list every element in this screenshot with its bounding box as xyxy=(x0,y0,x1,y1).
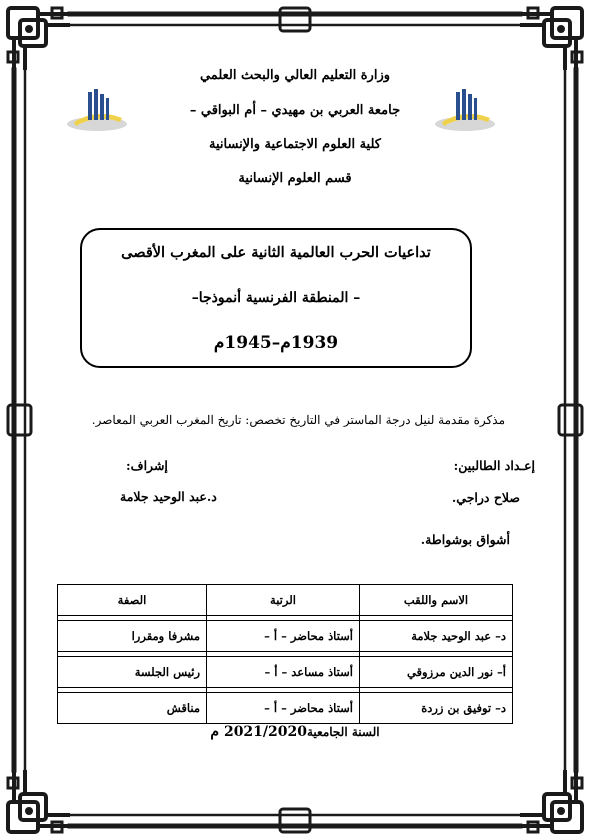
academic-year-label: السنة الجامعية xyxy=(307,725,380,739)
header-rank: الرتبة xyxy=(207,585,360,616)
faculty-name: كلية العلوم الاجتماعية والإنسانية xyxy=(209,137,381,152)
thesis-statement: مذكرة مقدمة لنيل درجة الماستر في التاريخ تخصص: تاريخ المغرب العربي المعاصر. xyxy=(91,413,505,427)
thesis-title-box xyxy=(80,228,472,368)
header-role: الصفة xyxy=(58,585,207,616)
table-row: د– عبد الوحيد جلامة أستاذ محاضر – أ – مشرفا ومقررا xyxy=(58,621,513,652)
department-name: قسم العلوم الإنسانية xyxy=(238,171,352,186)
student-name-1: صلاح دراجي. xyxy=(451,490,520,505)
thesis-period: 1939م–1945م xyxy=(213,333,339,353)
table-row: أ– نور الدين مرزوقي أستاذ مساعد – أ – رئيس الجلسة xyxy=(58,657,513,688)
students-label: إعـداد الطالبين: xyxy=(453,458,535,473)
academic-year-value: 2021/2020 م xyxy=(210,724,307,740)
university-name: جامعة العربي بن مهيدي – أم البواقي – xyxy=(189,103,401,118)
ministry-name: وزارة التعليم العالي والبحث العلمي xyxy=(199,68,391,83)
thesis-subtitle: – المنطقة الفرنسية أنموذجا– xyxy=(191,290,361,306)
academic-year xyxy=(0,724,590,740)
header-name: الاسم واللقب xyxy=(360,585,513,616)
student-name-2: أشواق بوشواطة. xyxy=(420,532,510,547)
table-header-row xyxy=(58,585,513,616)
supervision-label: إشراف: xyxy=(126,458,168,473)
supervisor-name: د.عبد الوحيد جلامة xyxy=(120,489,217,504)
thesis-title: تداعيات الحرب العالمية الثانية على المغرب الأقصى xyxy=(121,244,431,261)
committee-table xyxy=(57,584,513,724)
table-row: د– توفيق بن زردة أستاذ محاضر – أ – مناقش xyxy=(58,693,513,724)
